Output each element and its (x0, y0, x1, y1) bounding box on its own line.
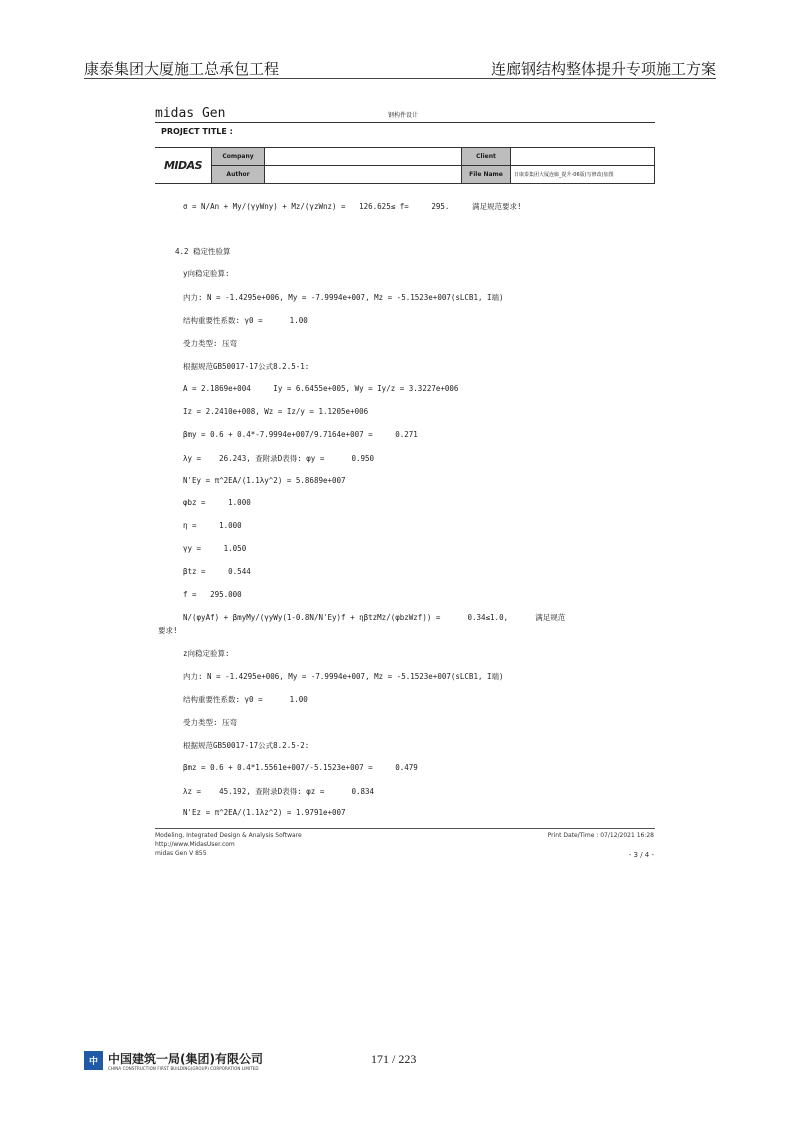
calc-line: φbz = 1.000 (183, 498, 251, 507)
footer-print-date: Print Date/Time : 07/12/2021 16:28 (547, 832, 654, 839)
file-name-label: File Name (462, 166, 511, 184)
calc-line: η = 1.000 (183, 521, 242, 530)
software-title: midas Gen (155, 106, 226, 121)
calc-line: N'Ez = π^2EA/(1.1λz^2) = 1.9791e+007 (183, 808, 346, 817)
page-number: 171 / 223 (371, 1052, 417, 1066)
calc-line: f = 295.000 (183, 590, 242, 599)
calc-line: 受力类型: 压弯 (183, 339, 238, 348)
calc-line: N'Ey = π^2EA/(1.1λy^2) = 5.8689e+007 (183, 476, 346, 485)
calc-line: γy = 1.050 (183, 544, 247, 553)
calc-line: βmy = 0.6 + 0.4*-7.9994e+007/9.7164e+007 = 0.271 (183, 430, 418, 439)
footer-software-line: Modeling, Integrated Design & Analysis Software (155, 832, 302, 839)
calc-line: 结构重要性系数: γ0 = 1.00 (183, 695, 308, 704)
calc-line: y向稳定验算: (183, 269, 230, 278)
calc-line: 内力: N = -1.4295e+006, My = -7.9994e+007, Mz = -5.1523e+007(sLCB1, I端) (183, 672, 504, 681)
midas-logo (158, 149, 208, 183)
file-name-value: 日康泰集团大厦连廊_提升-06版(写修改)加图 (511, 166, 655, 184)
calc-line: βmz = 0.6 + 0.4*1.5561e+007/-5.1523e+007 = 0.479 (183, 763, 418, 772)
footer-rule (155, 828, 655, 829)
footer-page: - 3 / 4 - (628, 851, 654, 859)
calc-line: Iz = 2.2410e+008, Wz = Iz/y = 1.1205e+006 (183, 407, 369, 416)
author-label: Author (212, 166, 265, 184)
header-document-title: 连廊钢结构整体提升专项施工方案 (490, 60, 716, 78)
company-name: 中国建筑一局(集团)有限公司 (108, 1052, 263, 1066)
midas-logo-text: MIDAS (163, 159, 203, 172)
report-info-table (155, 147, 655, 184)
calc-line: 根据规范GB50017-17公式8.2.5-1: (183, 362, 310, 371)
company-label: Company (212, 148, 265, 166)
stability-check-line-cont: 要求! (158, 626, 178, 635)
client-value (511, 148, 655, 166)
stability-check-line: N/(φyAf) + βmyMy/(γyWy(1-0.8N/N'Ey)f + ηβtzMz/(φbzWzf)) = 0.34≤1.0, 满足规范 (183, 613, 566, 622)
footer-url: http://www.MidasUser.com (155, 841, 235, 848)
calc-line: λz = 45.192, 查附录D表得: φz = 0.834 (183, 787, 375, 796)
company-value (265, 148, 462, 166)
company-name-en: CHINA CONSTRUCTION FIRST BUILDING(GROUP) CORPORATION LIMITED (108, 1066, 259, 1071)
midas-logo-cell (155, 148, 212, 184)
project-title-label: PROJECT TITLE : (161, 127, 233, 136)
calc-line: 受力类型: 压弯 (183, 718, 238, 727)
author-value (265, 166, 462, 184)
calc-line: 结构重要性系数: γ0 = 1.00 (183, 316, 308, 325)
company-logo-icon (84, 1051, 103, 1070)
calc-line: λy = 26.243, 查附录D表得: φy = 0.950 (183, 454, 375, 463)
report-subtitle: 钢构件设计 (388, 112, 419, 119)
header-project-name: 康泰集团大厦施工总承包工程 (84, 60, 280, 78)
stress-check-line: σ = N/An + My/(γyWny) + Mz/(γzWnz) = 126.625≤ f= 295. 满足规范要求! (183, 202, 522, 211)
title-rule (155, 122, 655, 123)
section-heading: 4.2 稳定性验算 (175, 247, 231, 256)
calc-line: 根据规范GB50017-17公式8.2.5-2: (183, 741, 310, 750)
calc-line: 内力: N = -1.4295e+006, My = -7.9994e+007, Mz = -5.1523e+007(sLCB1, I端) (183, 293, 504, 302)
calc-line: βtz = 0.544 (183, 567, 251, 576)
page-header (84, 58, 716, 79)
calc-line: z向稳定验算: (183, 649, 230, 658)
client-label: Client (462, 148, 511, 166)
footer-version: midas Gen V 855 (155, 850, 207, 857)
calc-line: A = 2.1869e+004 Iy = 6.6455e+005, Wy = Iy/z = 3.3227e+006 (183, 384, 459, 393)
company-logo-text: 中 (88, 1057, 98, 1067)
